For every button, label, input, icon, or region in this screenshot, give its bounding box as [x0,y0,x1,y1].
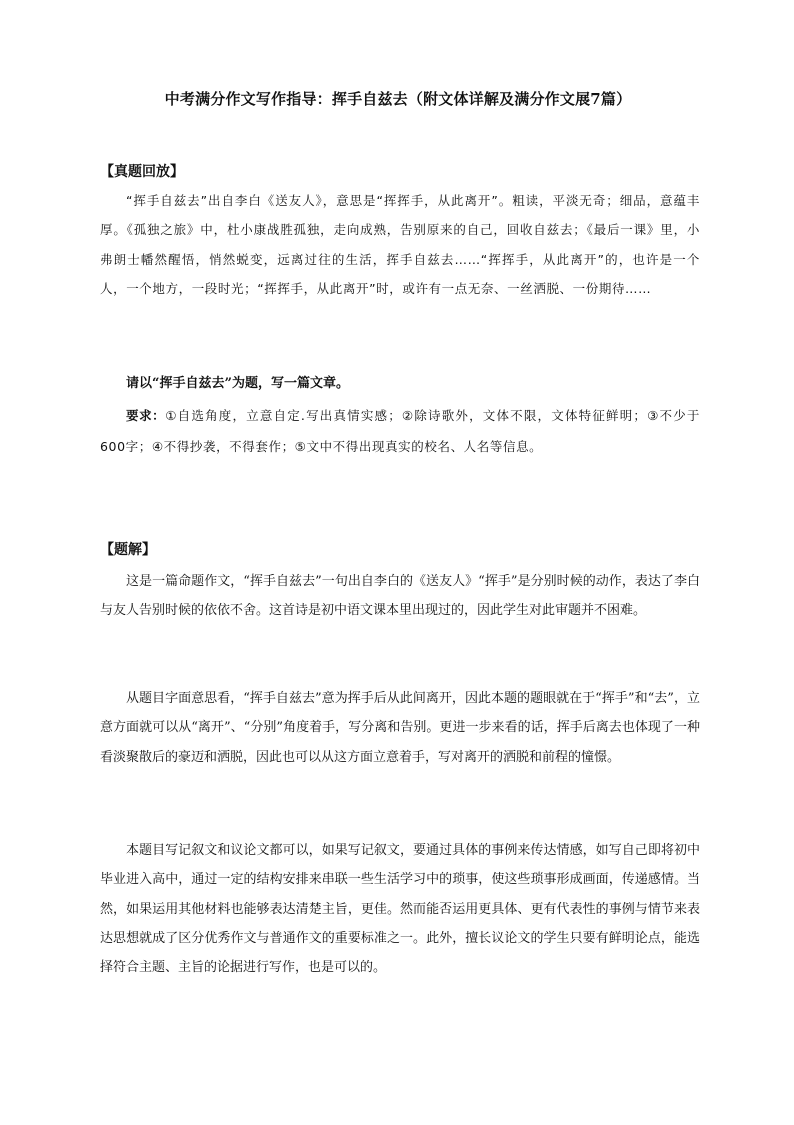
requirements-text: ①自选角度，立意自定.写出真情实感；②除诗歌外，文体不限，文体特征鲜明；③不少于600字；④不得抄袭，不得套作；⑤文中不得出现真实的校名、人名等信息。 [100,408,700,454]
exam-prompt-paragraph: “挥手自兹去”出自李白《送友人》，意思是“挥挥手，从此离开”。粗读，平淡无奇；细品，意蕴丰厚。《孤独之旅》中，杜小康战胜孤独，走向成熟，告别原来的自己，回收自兹去；《最后一课》里，小弗朗士幡然醒悟，悄然蜕变，远离过往的生活，挥手自兹去……“挥挥手，从此离开”的，也许是一个人，一个地方，一段时光；“挥挥手，从此离开”时，或许有一点无奈、一丝洒脱、一份期待…… [100,193,700,296]
requirements-label: 要求： [126,408,166,423]
analysis-paragraph-3: 本题目写记叙文和议论文都可以，如果写记叙文，要通过具体的事例来传达情感，如写自己即将初中毕业进入高中，通过一定的结构安排来串联一些生活学习中的琐事，使这些琐事形成画面，传递感情。当然，如果运用其他材料也能够表达清楚主旨，更佳。然而能否运用更具体、更有代表性的事例与情节来表达思想就成了区分优秀作文与普通作文的重要标准之一。此外，擅长议论文的学生只要有鲜明论点，能选择符合主题、主旨的论据进行写作，也是可以的。 [100,843,700,976]
section-heading-analysis: 【题解】 [100,542,156,558]
exam-instruction: 请以“挥手自兹去”为题，写一篇文章。 [126,376,349,391]
analysis-paragraph-2: 从题目字面意思看，“挥手自兹去”意为挥手后从此间离开，因此本题的题眼就在于“挥手”和“去”，立意方面就可以从“离开”、“分别”角度着手，写分离和告别。更进一步来看的话，挥手后离去也体现了一种看淡聚散后的豪迈和洒脱，因此也可以从这方面立意着手，写对离开的洒脱和前程的憧憬。 [100,691,700,765]
exam-requirements [100,400,700,462]
document-title: 中考满分作文写作指导：挥手自兹去（附文体详解及满分作文展7篇） [164,90,632,108]
section-heading-real-exam: 【真题回放】 [100,164,184,180]
analysis-paragraph-1: 这是一篇命题作文，“挥手自兹去”一句出自李白的《送友人》“挥手”是分别时候的动作，表达了李白与友人告别时候的依依不舍。这首诗是初中语文课本里出现过的，因此学生对此审题并不困难。 [100,574,700,619]
